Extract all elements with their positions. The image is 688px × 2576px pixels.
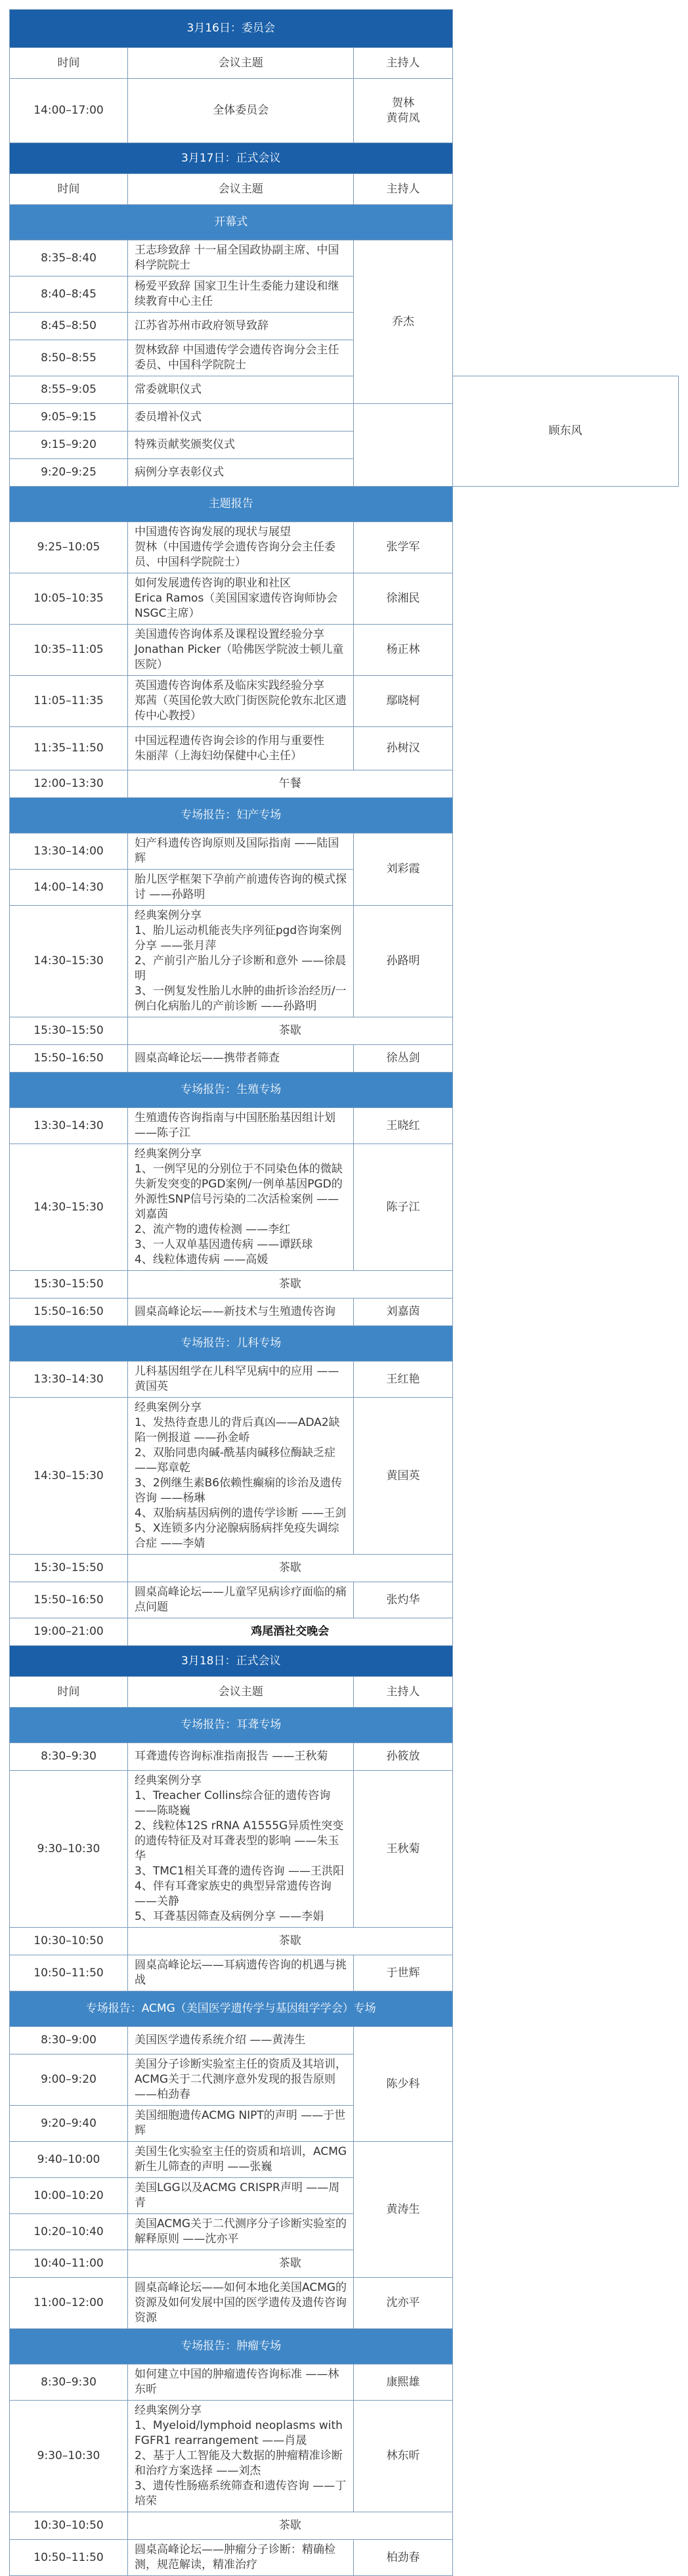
schedule-row	[10, 313, 679, 340]
topic-line: 2、双胎同患肉碱-酰基肉碱移位酶缺乏症 ——郑章乾	[135, 1446, 335, 1475]
time-cell: 9:30–10:30	[10, 2401, 128, 2512]
schedule-row	[10, 1582, 679, 1618]
topic-line: 圆桌高峰论坛——肿瘤分子诊断：精确检测，规范解读，精准治疗	[135, 2543, 335, 2571]
schedule-table	[9, 9, 679, 2576]
topic-cell	[128, 2142, 354, 2178]
schedule-row	[10, 1144, 679, 1271]
schedule-row	[10, 2540, 679, 2576]
host-name: 顾东风	[548, 424, 582, 437]
column-header-row	[10, 48, 679, 79]
topic-line: 鸡尾酒社交晚会	[251, 1625, 330, 1638]
topic-cell	[128, 1362, 354, 1398]
topic-line: 1、Myeloid/lymphoid neoplasms with FGFR1 rearrangement ——肖晟	[135, 2419, 343, 2447]
host-cell	[354, 2278, 452, 2329]
host-cell	[354, 1771, 452, 1928]
host-cell	[354, 1144, 452, 1271]
time-cell: 12:00–13:30	[10, 770, 128, 798]
schedule-row	[10, 573, 679, 625]
host-name: 王秋菊	[386, 1842, 420, 1855]
schedule-row	[10, 1271, 679, 1299]
time-cell: 13:30–14:30	[10, 1108, 128, 1144]
host-cell	[354, 676, 452, 727]
topic-line: Jonathan Picker（哈佛医学院波士顿儿童医院）	[135, 643, 344, 671]
topic-line: 3、TMC1相关耳聋的遗传咨询 ——王洪阳	[135, 1865, 344, 1878]
time-cell: 9:00–9:20	[10, 2054, 128, 2106]
time-cell: 9:15–9:20	[10, 432, 128, 459]
schedule-row	[10, 1017, 679, 1045]
section-title: 专场报告：妇产专场	[10, 798, 453, 833]
host-cell	[354, 1362, 452, 1398]
schedule-row	[10, 870, 679, 906]
topic-cell	[128, 2214, 354, 2250]
host-cell	[452, 376, 679, 487]
column-header-host: 主持人	[354, 48, 452, 79]
host-name: 刘彩霞	[386, 862, 420, 876]
schedule-row	[10, 2250, 679, 2278]
topic-cell	[128, 2278, 354, 2329]
section-title: 主题报告	[10, 487, 453, 522]
time-cell: 19:00–21:00	[10, 1618, 128, 1646]
time-cell: 9:40–10:00	[10, 2142, 128, 2178]
schedule-row	[10, 2365, 679, 2401]
topic-cell	[128, 770, 453, 798]
schedule-row	[10, 2054, 679, 2106]
time-cell: 9:20–9:40	[10, 2106, 128, 2142]
topic-cell	[128, 573, 354, 625]
topic-line: 3、一人双单基因遗传病 ——谭跃球	[135, 1238, 313, 1251]
column-header-topic: 会议主题	[128, 174, 354, 205]
time-cell: 15:50–16:50	[10, 1582, 128, 1618]
section-title: 专场报告：生殖专场	[10, 1073, 453, 1108]
host-name: 黄涛生	[386, 2202, 420, 2216]
host-name: 黄荷凤	[386, 111, 420, 125]
topic-line: 1、一例罕见的分别位于不同染色体的微缺失新发突变的PGD案例/一例单基因PGD的外源性SNP信号污染的二次活检案例 ——刘嘉茵	[135, 1163, 343, 1221]
topic-cell	[128, 2250, 453, 2278]
topic-line: 特殊贡献奖颁奖仪式	[135, 438, 235, 451]
time-cell: 9:30–10:30	[10, 1771, 128, 1928]
host-cell	[354, 727, 452, 770]
schedule-row	[10, 240, 679, 277]
schedule-row	[10, 340, 679, 376]
topic-line: 圆桌高峰论坛——儿童罕见病诊疗面临的痛点问题	[135, 1586, 347, 1614]
topic-cell	[128, 1771, 354, 1928]
time-cell: 10:50–11:50	[10, 1955, 128, 1991]
topic-line: 美国遗传咨询体系及课程设置经验分享	[135, 628, 324, 641]
section-banner	[10, 1708, 679, 1743]
topic-line: 如何发展遗传咨询的职业和社区	[135, 577, 291, 590]
topic-line: 茶歇	[278, 2519, 301, 2532]
host-name: 于世辉	[386, 1966, 420, 1980]
host-name: 徐丛剑	[386, 1052, 420, 1065]
topic-line: 4、伴有耳聋家族史的典型异常遗传咨询 ——关静	[135, 1880, 332, 1908]
host-cell	[354, 79, 452, 143]
time-cell: 10:30–10:50	[10, 2512, 128, 2540]
topic-cell	[128, 833, 354, 870]
topic-cell	[128, 906, 354, 1017]
host-cell	[354, 2540, 452, 2576]
schedule-row	[10, 376, 679, 404]
schedule-row	[10, 522, 679, 573]
schedule-row	[10, 1743, 679, 1771]
time-cell: 9:20–9:25	[10, 459, 128, 487]
topic-cell	[128, 676, 354, 727]
time-cell: 8:30–9:00	[10, 2027, 128, 2054]
topic-cell	[128, 2178, 354, 2214]
topic-line: 贺林（中国遗传学会遗传咨询分会主任委员、中国科学院院士）	[135, 541, 335, 569]
time-cell: 8:30–9:30	[10, 2365, 128, 2401]
topic-line: 1、胎儿运动机能丧失序列征pgd咨询案例分享 ——张月萍	[135, 924, 342, 952]
topic-cell	[128, 1271, 453, 1299]
topic-line: 常委就职仪式	[135, 383, 202, 396]
topic-line: 茶歇	[278, 1934, 301, 1947]
time-cell: 15:30–15:50	[10, 1271, 128, 1299]
topic-line: 生殖遗传咨询指南与中国胚胎基因组计划 ——陈子江	[135, 1111, 335, 1140]
host-name: 陈子江	[386, 1200, 420, 1214]
topic-line: 圆桌高峰论坛——携带者筛查	[135, 1052, 280, 1065]
time-cell: 14:30–15:30	[10, 1398, 128, 1555]
topic-line: 美国医学遗传系统介绍 ——黄涛生	[135, 2033, 306, 2047]
schedule-row	[10, 727, 679, 770]
host-name: 康熙雄	[386, 2375, 420, 2389]
topic-line: 英国遗传咨询体系及临床实践经验分享	[135, 679, 324, 692]
time-cell: 10:05–10:35	[10, 573, 128, 625]
section-banner	[10, 2329, 679, 2365]
topic-cell	[128, 2512, 453, 2540]
topic-cell	[128, 313, 354, 340]
topic-line: 茶歇	[278, 1561, 301, 1574]
topic-line: 4、线粒体遗传病 ——高媛	[135, 1253, 269, 1266]
time-cell: 8:30–9:30	[10, 1743, 128, 1771]
schedule-row	[10, 2512, 679, 2540]
column-header-time: 时间	[10, 1677, 128, 1708]
schedule-row	[10, 2401, 679, 2512]
time-cell: 9:05–9:15	[10, 404, 128, 432]
topic-line: 茶歇	[278, 2257, 301, 2270]
host-cell	[354, 833, 452, 906]
time-cell: 11:35–11:50	[10, 727, 128, 770]
column-header-time: 时间	[10, 48, 128, 79]
topic-line: 2、流产物的遗传检测 ——李红	[135, 1223, 291, 1236]
time-cell: 8:45–8:50	[10, 313, 128, 340]
topic-cell	[128, 1955, 354, 1991]
schedule-row	[10, 277, 679, 313]
host-cell	[354, 625, 452, 676]
time-cell: 11:00–12:00	[10, 2278, 128, 2329]
host-name: 黄国英	[386, 1469, 420, 1482]
schedule-row	[10, 1362, 679, 1398]
topic-line: 王志珍致辞 十一届全国政协副主席、中国科学院院士	[135, 244, 339, 272]
topic-line: 3、2例继生素B6依赖性癫痫的诊治及遗传咨询 ——杨琳	[135, 1477, 343, 1505]
topic-line: 委员增补仪式	[135, 411, 202, 424]
topic-cell	[128, 1743, 354, 1771]
topic-line: 圆桌高峰论坛——如何本地化美国ACMG的资源及如何发展中国的医学遗传及遗传咨询资源	[135, 2281, 347, 2324]
topic-line: 1、发热待查患儿的背后真凶——ADA2缺陷一例报道 ——孙金峤	[135, 1416, 340, 1444]
schedule-row	[10, 1045, 679, 1073]
topic-cell	[128, 2027, 354, 2054]
topic-line: 江苏省苏州市政府领导致辞	[135, 319, 269, 332]
host-name: 王晓红	[386, 1119, 420, 1132]
time-cell: 8:50–8:55	[10, 340, 128, 376]
topic-line: 妇产科遗传咨询原则及国际指南 ——陆国辉	[135, 837, 339, 865]
day-banner	[10, 10, 679, 48]
time-cell: 8:35–8:40	[10, 240, 128, 277]
topic-cell	[128, 79, 354, 143]
topic-line: 病例分享表彰仪式	[135, 466, 224, 479]
host-cell	[354, 1045, 452, 1073]
section-banner	[10, 1326, 679, 1362]
topic-line: 杨爱平致辞 国家卫生计生委能力建设和继续教育中心主任	[135, 280, 339, 308]
time-cell: 10:00–10:20	[10, 2178, 128, 2214]
topic-line: 美国分子诊断实验室主任的资质及其培训，ACMG关于二代测序意外发现的报告原则 ——柏劲春	[135, 2058, 347, 2101]
topic-cell	[128, 870, 354, 906]
topic-line: 5、X连锁多内分泌腺病肠病拌免疫失调综合症 ——李婧	[135, 1522, 339, 1550]
topic-line: 5、耳聋基因筛查及病例分享 ——李娟	[135, 1910, 324, 1923]
topic-line: 经典案例分享	[135, 1147, 202, 1161]
host-name: 鄢晓柯	[386, 694, 420, 707]
column-header-row	[10, 174, 679, 205]
topic-line: Erica Ramos（美国国家遗传咨询师协会NSGC主席）	[135, 592, 338, 620]
section-banner	[10, 205, 679, 240]
topic-line: 胎儿医学框架下孕前产前遗传咨询的模式探讨 ——孙路明	[135, 873, 347, 901]
day-title: 3月16日：委员会	[10, 10, 453, 48]
column-header-row	[10, 1677, 679, 1708]
topic-line: 3、遗传性肠癌系统筛查和遗传咨询 ——丁培荣	[135, 2479, 347, 2508]
schedule-row	[10, 1955, 679, 1991]
host-name: 张学军	[386, 541, 420, 554]
column-header-time: 时间	[10, 174, 128, 205]
topic-line: 2、线粒体12S rRNA A1555G异质性突变的遗传特征及对耳聋表型的影响 ——朱玉华	[135, 1819, 344, 1863]
topic-cell	[128, 1618, 453, 1646]
host-cell	[354, 573, 452, 625]
topic-cell	[128, 1017, 453, 1045]
topic-cell	[128, 1108, 354, 1144]
host-name: 孙树汉	[386, 742, 420, 755]
topic-line: 经典案例分享	[135, 1401, 202, 1414]
topic-cell	[128, 404, 354, 432]
day-title: 3月18日：正式会议	[10, 1646, 453, 1677]
day-banner	[10, 143, 679, 174]
column-header-topic: 会议主题	[128, 48, 354, 79]
topic-line: 2、基于人工智能及大数据的肿瘤精准诊断和治疗方案选择 ——刘杰	[135, 2449, 343, 2477]
column-header-topic: 会议主题	[128, 1677, 354, 1708]
time-cell: 10:50–11:50	[10, 2540, 128, 2576]
topic-line: 美国ACMG关于二代测序分子诊断实验室的解释原则 ——沈亦平	[135, 2217, 347, 2246]
host-name: 柏劲春	[386, 2550, 420, 2564]
host-name: 孙路明	[386, 954, 420, 967]
topic-line: 美国生化实验室主任的资质和培训，ACMG新生儿筛查的声明 ——张巍	[135, 2145, 347, 2173]
time-cell: 14:30–15:30	[10, 906, 128, 1017]
topic-cell	[128, 1144, 354, 1271]
topic-line: 耳聋遗传咨询标准指南报告 ——王秋菊	[135, 1750, 328, 1763]
topic-cell	[128, 459, 354, 487]
topic-line: 全体委员会	[213, 104, 269, 117]
topic-line: 经典案例分享	[135, 909, 202, 922]
day-title: 3月17日：正式会议	[10, 143, 453, 174]
host-cell	[354, 1299, 452, 1326]
schedule-row	[10, 1771, 679, 1928]
schedule-row	[10, 1299, 679, 1326]
section-title: 开幕式	[10, 205, 453, 240]
time-cell: 15:30–15:50	[10, 1017, 128, 1045]
schedule-row	[10, 1398, 679, 1555]
host-name: 陈少科	[386, 2077, 420, 2091]
schedule-row	[10, 2027, 679, 2054]
time-cell: 13:30–14:00	[10, 833, 128, 870]
schedule-row	[10, 1618, 679, 1646]
topic-cell	[128, 432, 354, 459]
topic-line: 朱丽萍（上海妇幼保健中心主任）	[135, 749, 302, 763]
column-header-host: 主持人	[354, 1677, 452, 1708]
section-banner	[10, 1073, 679, 1108]
topic-line: 1、Treacher Collins综合征的遗传咨询 ——陈晓巍	[135, 1789, 331, 1817]
section-banner	[10, 487, 679, 522]
section-title: 专场报告：耳聋专场	[10, 1708, 453, 1743]
schedule-row	[10, 676, 679, 727]
topic-line: 郑茜（英国伦敦大欧门街医院伦敦东北区遗传中心教授）	[135, 694, 347, 722]
topic-line: 茶歇	[278, 1277, 301, 1291]
time-cell: 10:30–10:50	[10, 1928, 128, 1955]
topic-line: 茶歇	[278, 1024, 301, 1037]
section-banner	[10, 798, 679, 833]
topic-line: 如何建立中国的肿瘤遗传咨询标准 ——林东昕	[135, 2368, 339, 2396]
schedule-row	[10, 79, 679, 143]
host-cell	[354, 1582, 452, 1618]
host-cell	[354, 1108, 452, 1144]
topic-cell	[128, 1555, 453, 1582]
schedule-row	[10, 1928, 679, 1955]
section-banner	[10, 1991, 679, 2027]
topic-cell	[128, 1928, 453, 1955]
time-cell: 10:40–11:00	[10, 2250, 128, 2278]
host-cell	[354, 2401, 452, 2512]
time-cell: 10:35–11:05	[10, 625, 128, 676]
schedule-row	[10, 1108, 679, 1144]
time-cell: 13:30–14:30	[10, 1362, 128, 1398]
topic-cell	[128, 2540, 354, 2576]
time-cell: 14:30–15:30	[10, 1144, 128, 1271]
schedule-row	[10, 2214, 679, 2250]
topic-cell	[128, 2365, 354, 2401]
host-cell	[354, 2027, 452, 2142]
topic-line: 美国LGG以及ACMG CRISPR声明 ——周青	[135, 2181, 340, 2210]
topic-cell	[128, 2401, 354, 2512]
section-title: 专场报告：儿科专场	[10, 1326, 453, 1362]
schedule-row	[10, 2278, 679, 2329]
column-header-host: 主持人	[354, 174, 452, 205]
topic-cell	[128, 2106, 354, 2142]
time-cell: 8:40–8:45	[10, 277, 128, 313]
topic-cell	[128, 522, 354, 573]
day-banner	[10, 1646, 679, 1677]
host-name: 孙筱放	[386, 1750, 420, 1763]
topic-line: 经典案例分享	[135, 1774, 202, 1787]
schedule-row	[10, 1555, 679, 1582]
topic-cell	[128, 727, 354, 770]
host-name: 徐湘民	[386, 592, 420, 605]
topic-line: 3、一例复发性胎儿水肿的曲折诊治经历/一例白化病胎儿的产前诊断 ——孙路明	[135, 985, 347, 1013]
topic-line: 4、双胎病基因病例的遗传学诊断 ——王剑	[135, 1507, 347, 1520]
topic-line: 儿科基因组学在儿科罕见病中的应用 ——黄国英	[135, 1365, 339, 1393]
host-name: 王红艳	[386, 1372, 420, 1386]
topic-line: 中国远程遗传咨询会诊的作用与重要性	[135, 734, 324, 747]
topic-cell	[128, 1299, 354, 1326]
topic-cell	[128, 340, 354, 376]
host-cell	[354, 1398, 452, 1555]
section-title: 专场报告：ACMG（美国医学遗传学与基因组学学会）专场	[10, 1991, 453, 2027]
schedule-body	[10, 10, 679, 2576]
schedule-row	[10, 770, 679, 798]
time-cell: 10:20–10:40	[10, 2214, 128, 2250]
topic-line: 2、产前引产胎儿分子诊断和意外 ——徐晨明	[135, 954, 347, 983]
host-name: 乔杰	[391, 315, 414, 328]
host-name: 贺林	[391, 96, 414, 110]
topic-line: 美国细胞遗传ACMG NIPT的声明 ——于世辉	[135, 2109, 346, 2137]
topic-line: 中国遗传咨询发展的现状与展望	[135, 525, 291, 539]
host-name: 刘嘉茵	[386, 1305, 420, 1318]
time-cell: 9:25–10:05	[10, 522, 128, 573]
topic-cell	[128, 277, 354, 313]
schedule-row	[10, 906, 679, 1017]
host-cell	[354, 1743, 452, 1771]
topic-line: 贺林致辞 中国遗传学会遗传咨询分会主任委员、中国科学院院士	[135, 344, 339, 372]
topic-line: 圆桌高峰论坛——新技术与生殖遗传咨询	[135, 1305, 335, 1318]
time-cell: 15:30–15:50	[10, 1555, 128, 1582]
topic-cell	[128, 2054, 354, 2106]
host-name: 林东昕	[386, 2449, 420, 2462]
host-name: 张灼华	[386, 1593, 420, 1607]
host-cell	[354, 240, 452, 404]
schedule-row	[10, 2142, 679, 2178]
host-name: 沈亦平	[386, 2296, 420, 2309]
time-cell: 15:50–16:50	[10, 1299, 128, 1326]
topic-cell	[128, 376, 354, 404]
topic-line: 圆桌高峰论坛——耳病遗传咨询的机遇与挑战	[135, 1959, 347, 1987]
topic-cell	[128, 1582, 354, 1618]
schedule-row	[10, 833, 679, 870]
time-cell: 11:05–11:35	[10, 676, 128, 727]
host-cell	[354, 906, 452, 1017]
topic-cell	[128, 625, 354, 676]
host-cell	[354, 2365, 452, 2401]
host-cell	[354, 522, 452, 573]
section-title: 专场报告：肿瘤专场	[10, 2329, 453, 2365]
host-name: 杨正林	[386, 643, 420, 656]
topic-cell	[128, 1398, 354, 1555]
topic-line: 午餐	[278, 777, 301, 790]
schedule-row	[10, 2178, 679, 2214]
schedule-row	[10, 625, 679, 676]
topic-cell	[128, 240, 354, 277]
topic-cell	[128, 1045, 354, 1073]
topic-line: 经典案例分享	[135, 2404, 202, 2417]
time-cell: 14:00–14:30	[10, 870, 128, 906]
schedule-row	[10, 2106, 679, 2142]
host-cell	[354, 1955, 452, 1991]
time-cell: 14:00–17:00	[10, 79, 128, 143]
time-cell: 15:50–16:50	[10, 1045, 128, 1073]
time-cell: 8:55–9:05	[10, 376, 128, 404]
